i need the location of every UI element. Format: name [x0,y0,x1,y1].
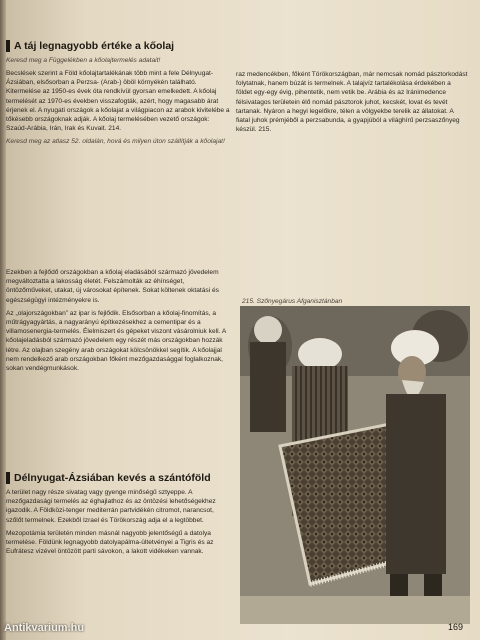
left-column [6,40,230,150]
carpet-seller-photo [240,306,470,624]
paragraph-dates: Mezopotámia területén minden másnál nagyobb jelentőségű a datolya termelése. Földünk legnagyobb datolyapálma-ültetvényei a Tigris és az Eufrátesz vizével öntözött parti sávokon, a lakott vidékeken vannak. [6,529,214,556]
right-column [236,70,468,138]
left-column-middle [6,268,230,377]
page-number: 169 [448,622,464,632]
question-appendix: Keresd meg a Függelékben a kőolajtermelés adatait! [6,57,161,64]
watermark-text: Antikvarium.hu [4,622,85,634]
question-atlas: Keresd meg az atlasz 52. oldalán, hová és milyen úton szállítják a kőolajat! [6,138,225,146]
section-heading-oil: A táj legnagyobb értéke a kőolaj [6,40,230,52]
paragraph-industry: Az „olajországokban” az ipar is fejlődik. Elsősorban a kőolaj-finomítás, a műtrágyagyártás, a nagyarányú építkezésekhez a cementipar és a villamosenergia-termelés. Élelmiszert és gépeket viszont vásárolniuk kell. A kőolajeladásból származó jövedelem egy részét más országokban hozzák létre. Az olajban szegény arab országokat kölcsönökkel segítik. A kőolajjal nem rendelkező arab országokban főként mezőgazdasággal foglalkoznak, sokan vendégmunkások. [6,309,226,373]
figure-caption: 215. Szőnyegárus Afganisztánban [242,298,343,305]
left-column-bottom [6,472,230,560]
paragraph-agriculture: A terület nagy része sivatag vagy gyenge minőségű sztyeppe. A mezőgazdasági termelés az éghajlathoz és az öntözési lehetőségekhez igazodik. A Földközi-tenger mediterrán partvidékén citromot, narancsot, szőlőt termelnek. Ezekből Izrael és Törökország adja el a legtöbbet. [6,489,216,524]
paragraph-oil-reserves: Becslések szerint a Föld kőolajtartalékának több mint a fele Délnyugat-Ázsiában, elsősorban a Perzsa- (Arab-) öböl környékén található. Kitermelése az 1950-es évek óta rendkívül gyorsan emelkedett. A kőolaj termelését az 1970-es években visszafogták, azért, hogy magasabb árat érjenek el. A nyugati országok a kőolajat a világpiacon az arabok kivitelébe a tőkésebb országoknak adják. A kőolaj termelésében vezető országok: Szaúd-Arábia, Irán, Irak és Kuvait. 214. [6,70,230,133]
paragraph-nomads: raz medencékben, főként Törökországban, már nemcsak nomád pásztorkodást folytatnak, hanem búzát is termelnek. A talajvíz tartalékolása érdekében a földet egy-egy évig, pihentetik, nem vetik be. Arábia és az Iránimedence félsivatagos területein élő nomád pásztorok juhot, kecskét, lovat és tevét tartanak. Nyáron a hegyi legelőkre, télen a völgyekbe terelik az állatokat. A fiatal juhok prémjéből a perzsabunda, a gyapjúból a világhírű perzsaszőnyeg készül. 215. [236,71,468,134]
paragraph-developing-countries: Ezekben a fejlődő országokban a kőolaj eladásából származó jövedelem megváltoztatta a lakosság életét. Felszámolták az éhínséget, öntözőműveket, utakat, új városokat építenek. Sokat költenek oktatási és egészségügyi intézményekre is. [6,269,219,304]
section-heading-farmland: Délnyugat-Ázsiában kevés a szántóföld [6,472,230,484]
photo-illustration [240,306,470,624]
